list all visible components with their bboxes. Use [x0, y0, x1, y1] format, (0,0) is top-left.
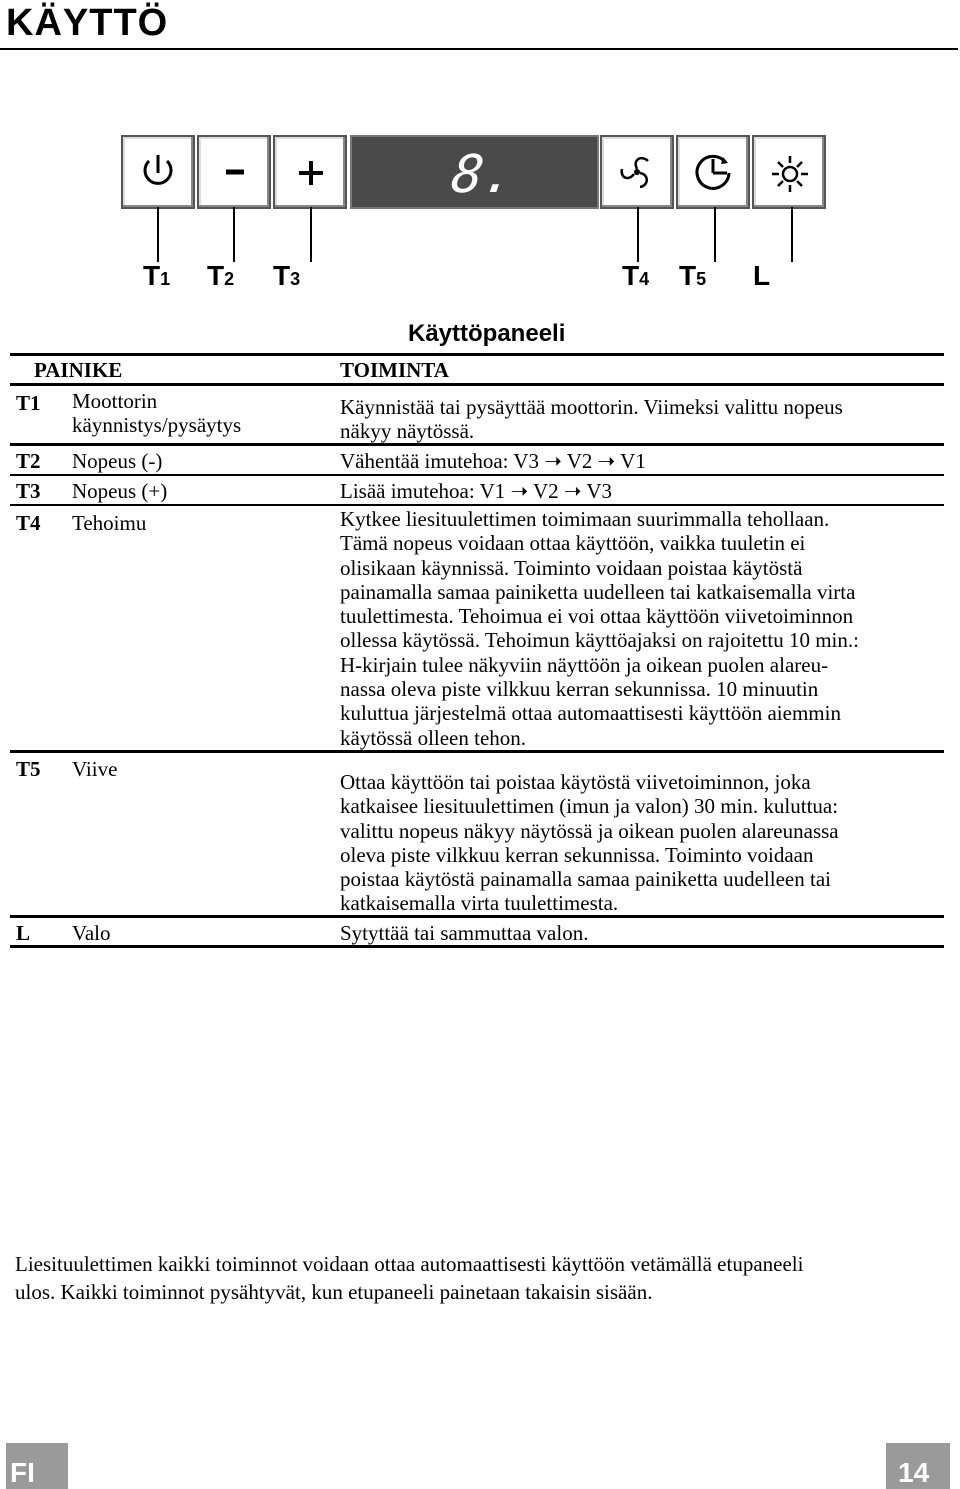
t5-timer-button[interactable] [676, 135, 750, 209]
row-description: Käynnistää tai pysäyttää moottorin. Viimeksi valittu nopeus näkyy näytössä. [340, 395, 843, 443]
fan-icon [602, 137, 672, 207]
row-description: Kytkee liesituulettimen toimimaan suurimmalla tehollaan. Tämä nopeus voidaan ottaa käyttöön, vaikka tuuletin ei olisikaan käynnissä. Toiminto voidaan poistaa käytöstä painamalla samaa painiketta uudelleen tai katkaisemalla virta tuulettimesta. Tehoimua ei voi ottaa käyttöön viivetoiminnon ollessa käytössä. Tehoimun käyttöajaksi on rajoitettu 10 min.: H-kirjain tulee näkyviin näyttöön ja oikean puolen alareu- nassa oleva piste vilkkuu kerran sekunnissa. 10 minuutin kuluttua järjestelmä ottaa automaattisesti käyttöön aiemmin käytössä olleen tehon. [340, 507, 859, 750]
label-t2: T2 [207, 260, 235, 291]
row-description: Sytyttää tai sammuttaa valon. [340, 921, 589, 945]
label-t1: T1 [143, 260, 171, 291]
panel-caption: Käyttöpaneeli [408, 320, 566, 347]
table-rule [10, 353, 944, 356]
display-digit: 8. [447, 145, 519, 205]
row-code: T4 [16, 511, 41, 535]
label-t3: T3 [273, 260, 301, 291]
plus-icon [275, 137, 345, 207]
row-code: T2 [16, 449, 41, 473]
page-title: KÄYTTÖ [6, 2, 169, 44]
row-code: T5 [16, 757, 41, 781]
leader-line-t5 [714, 207, 716, 262]
page-number: 14 [886, 1443, 950, 1489]
leader-line-t2 [233, 207, 235, 262]
row-name: Nopeus (+) [72, 479, 168, 503]
row-name: Tehoimu [72, 511, 147, 535]
footer-note: Liesituulettimen kaikki toiminnot voidaan ottaa automaattisesti käyttöön vetämällä etupaneeli ulos. Kaikki toiminnot pysähtyvät, kun etupaneeli painetaan takaisin sisään. [15, 1252, 804, 1304]
table-rule [10, 750, 944, 753]
t4-boost-button[interactable] [600, 135, 674, 209]
label-t4: T4 [622, 260, 650, 291]
row-name: Nopeus (-) [72, 449, 163, 473]
row-name: Viive [72, 757, 118, 781]
timer-icon [678, 137, 748, 207]
l-light-button[interactable] [752, 135, 826, 209]
leader-line-t4 [637, 207, 639, 262]
label-t5: T5 [679, 260, 707, 291]
table-rule [10, 443, 944, 446]
leader-line-t3 [310, 207, 312, 262]
t3-plus-button[interactable] [273, 135, 347, 209]
leader-line-t1 [157, 207, 159, 262]
table-rule [10, 474, 944, 476]
title-divider [0, 48, 958, 50]
light-icon [754, 137, 824, 207]
row-description: Ottaa käyttöön tai poistaa käytöstä viivetoiminnon, joka katkaisee liesituulettimen (imun ja valon) 30 min. kuluttua: valittu nopeus näkyy näytössä ja oikean puolen alareunassa oleva piste vilkkuu kerran sekunnissa. Toiminto voidaan poistaa käytöstä painamalla samaa painiketta uudelleen tai katkaisemalla virta tuulettimesta. [340, 770, 839, 916]
power-icon [123, 137, 193, 207]
row-description: Lisää imutehoa: V1 ➝ V2 ➝ V3 [340, 479, 613, 503]
table-rule [10, 915, 944, 918]
t2-minus-button[interactable] [197, 135, 271, 209]
language-badge: FI [6, 1443, 68, 1489]
table-rule [10, 945, 944, 948]
header-function: TOIMINTA [340, 358, 449, 382]
row-name: Moottorin käynnistys/pysäytys [72, 389, 242, 437]
row-name: Valo [72, 921, 111, 945]
t1-power-button[interactable] [121, 135, 195, 209]
table-rule [10, 383, 944, 386]
label-l: L [753, 260, 771, 291]
row-code: T3 [16, 479, 41, 503]
leader-line-l [791, 207, 793, 262]
row-code: T1 [16, 391, 41, 415]
row-description: Vähentää imutehoa: V3 ➝ V2 ➝ V1 [340, 449, 646, 473]
minus-icon [199, 137, 269, 207]
table-rule [10, 504, 944, 506]
speed-display [350, 135, 599, 209]
row-code: L [16, 921, 31, 945]
header-button: PAINIKE [34, 358, 123, 382]
